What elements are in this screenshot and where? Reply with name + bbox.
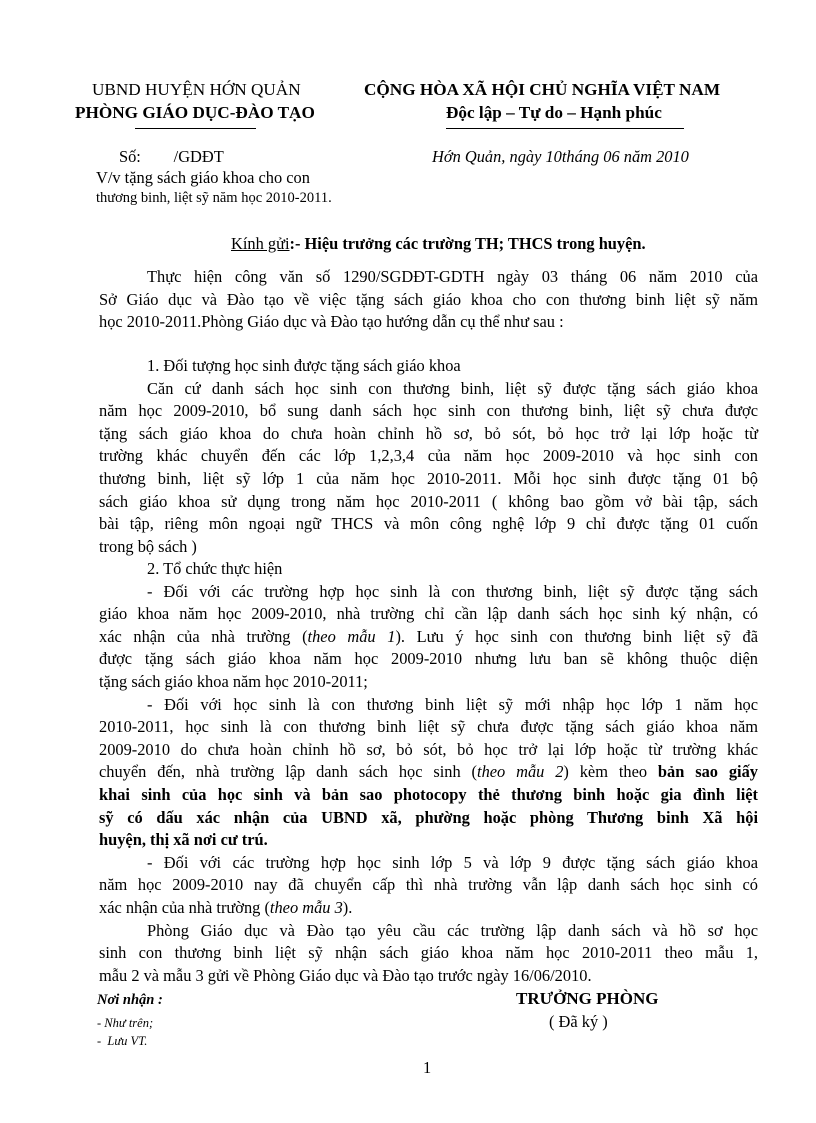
section-2-title: 2. Tổ chức thực hiện [147,559,283,578]
item-a-text: xác nhận của nhà trường ( [99,626,308,646]
recipient-item: - Như trên; [97,1016,154,1030]
item-b-bold-text: bản sao giấy [657,762,758,782]
section-1-line: thương binh, liệt sỹ lớp 1 của năm học 2010-2011. Mỗi học sinh được tặng 01 bộ [99,468,758,488]
item-a-line: được tặng sách giáo khoa năm học 2009-2010 nhưng lưu ban sẽ không thuộc diện [99,649,758,669]
section-1-line: bài tập, riêng môn ngoại ngữ THCS và môn công nghệ lớp 9 chỉ được tặng 01 cuốn [99,514,758,534]
section-1-line: sách giáo khoa sử dụng trong năm học 2010-2011 ( không bao gồm vở bài tập, sách [99,491,758,511]
section-1-line: trong bộ sách ) [99,536,197,556]
item-c-text: xác nhận của nhà trường ( [99,897,270,917]
item-b-line: 2009-2010 do chưa hoàn chỉnh hồ sơ, bỏ sót, bỏ học trở lại lớp hoặc từ trường khác [99,739,758,759]
recipient-line [231,234,646,254]
closing-line: sinh con thương binh liệt sỹ nhận sách giáo khoa năm học 2010-2011 theo mẫu 1, [99,943,758,963]
recipient-item: - Lưu VT. [97,1034,148,1048]
section-1 [99,355,758,558]
subject-line-2: thương binh, liệt sỹ năm học 2010-2011. [96,190,332,206]
recipients-label: Nơi nhận : [97,992,163,1008]
recipient-text: :- Hiệu trưởng các trường TH; THCS trong huyện. [289,234,646,253]
nation-line-2: Độc lập – Tự do – Hạnh phúc [446,103,662,122]
section-1-line: tặng sách giáo khoa do chưa hoàn chỉnh hồ sơ, bỏ sót, bỏ học trở lại lớp hoặc từ [99,423,758,443]
document-date: Hớn Quản, ngày 10tháng 06 năm 2010 [432,147,689,166]
item-c-template-ref: theo mẫu 3 [269,897,343,917]
item-b-line: 2010-2011, học sinh là con thương binh liệt sỹ chưa được tặng sách giáo khoa năm [99,717,758,737]
item-a-template-ref: theo mẫu 1 [307,626,396,646]
item-b-bold-line: huyện, thị xã nơi cư trú. [99,830,268,850]
agency-underline [135,128,256,129]
item-a-line: tặng sách giáo khoa năm học 2010-2011; [99,671,368,691]
item-b-line [99,761,758,784]
item-b-text: ) kèm theo [563,762,658,782]
intro-paragraph [99,266,758,334]
item-a-line: - Đối với các trường hợp học sinh là con thương binh, liệt sỹ được tặng sách [147,581,758,601]
subject-line-1: V/v tặng sách giáo khoa cho con [96,168,310,187]
recipient-label: Kính gửi [231,234,290,253]
intro-line: Sở Giáo dục và Đào tạo về việc tặng sách giáo khoa cho con thương binh liệt sỹ năm [99,289,758,309]
item-b-line: - Đối với học sinh là con thương binh liệt sỹ mới nhập học lớp 1 năm học [147,694,758,714]
signer-title: TRƯỞNG PHÒNG [516,989,659,1008]
item-b-template-ref: theo mẫu 2 [477,762,564,782]
section-2 [99,558,758,987]
item-b-bold-line: khai sinh của học sinh và bản sao photocopy thẻ thương binh hoặc gia đình liệt [99,784,758,804]
item-b-text: chuyển đến, nhà trường lập danh sách học sinh ( [99,762,478,782]
intro-line: học 2010-2011.Phòng Giáo dục và Đào tạo hướng dẫn cụ thể như sau : [99,312,564,332]
item-c-line [99,897,758,920]
agency-line-2: PHÒNG GIÁO DỤC-ĐÀO TẠO [75,103,315,122]
item-c-line: - Đối với các trường hợp học sinh lớp 5 và lớp 9 được tặng sách giáo khoa [147,852,758,872]
closing-line: mẫu 2 và mẫu 3 gửi về Phòng Giáo dục và Đào tạo trước ngày 16/06/2010. [99,965,592,985]
nation-underline [446,128,684,129]
item-b-bold-line: sỹ có dấu xác nhận của UBND xã, phường hoặc phòng Thương binh Xã hội [99,807,758,827]
section-1-line: trường khác chuyển đến các lớp 1,2,3,4 của năm học 2009-2010 và học sinh con [99,446,758,466]
page-number: 1 [423,1058,432,1077]
item-a-text: ). Lưu ý học sinh con thương binh liệt sỹ đã [395,626,758,646]
item-c-line: năm học 2009-2010 nay đã chuyển cấp thì nhà trường vẫn lập danh sách học sinh có [99,875,758,895]
document-number: Số: /GDĐT [119,147,224,166]
intro-line: Thực hiện công văn số 1290/SGDĐT-GDTH ngày 03 tháng 06 năm 2010 của [147,267,758,286]
agency-line-1: UBND HUYỆN HỚN QUẢN [92,80,301,99]
item-a-line: giáo khoa năm học 2009-2010, nhà trường chỉ cần lập danh sách học sinh ký nhận, có [99,604,758,624]
nation-line-1: CỘNG HÒA XÃ HỘI CHỦ NGHĨA VIỆT NAM [364,80,721,99]
section-1-title: 1. Đối tượng học sinh được tặng sách giáo khoa [147,356,461,375]
item-a-line [99,626,758,649]
signed-note: ( Đã ký ) [549,1012,608,1031]
item-c-text: ). [342,897,353,917]
section-1-line: năm học 2009-2010, bổ sung danh sách học sinh con thương binh, liệt sỹ chưa được [99,401,758,421]
section-1-line: Căn cứ danh sách học sinh con thương binh, liệt sỹ được tặng sách giáo khoa [147,378,758,398]
closing-line: Phòng Giáo dục và Đào tạo yêu cầu các trường lập danh sách và hồ sơ học [147,920,758,940]
